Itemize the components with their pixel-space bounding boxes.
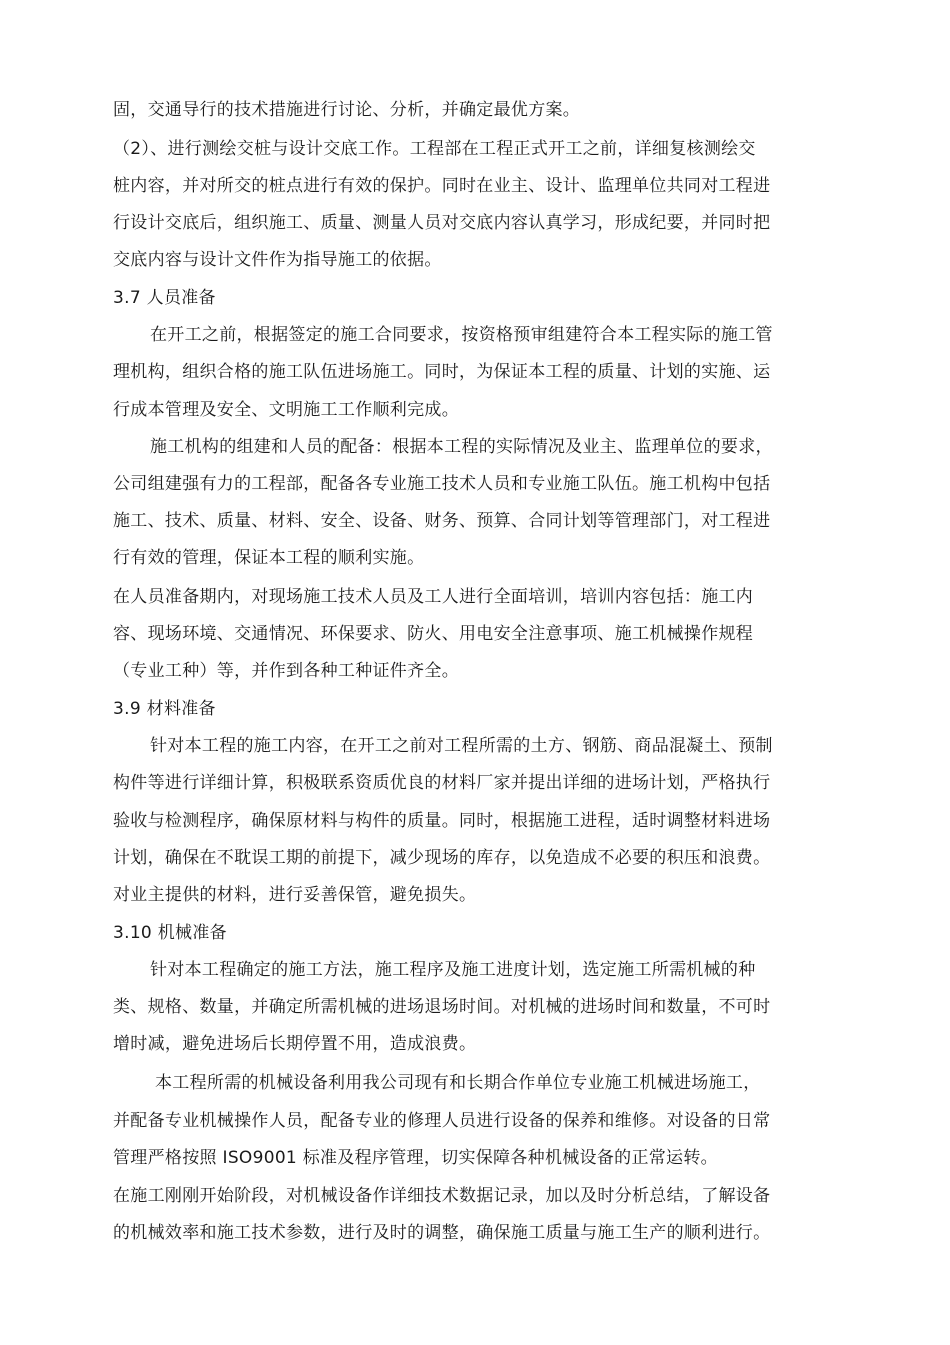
paragraph-line: 在施工刚刚开始阶段，对机械设备作详细技术数据记录，加以及时分析总结，了解设备 [113, 1186, 771, 1206]
paragraph-line: 在开工之前，根据签定的施工合同要求，按资格预审组建符合本工程实际的施工管 [150, 325, 773, 345]
paragraph-line: 交底内容与设计文件作为指导施工的依据。 [113, 250, 442, 270]
paragraph-line: 在人员准备期内，对现场施工技术人员及工人进行全面培训，培训内容包括：施工内 [113, 587, 754, 607]
paragraph-line: 行设计交底后，组织施工、质量、测量人员对交底内容认真学习，形成纪要，并同时把 [113, 213, 771, 233]
paragraph-line: 的机械效率和施工技术参数，进行及时的调整，确保施工质量与施工生产的顺利进行。 [113, 1223, 771, 1243]
paragraph-line: 桩内容，并对所交的桩点进行有效的保护。同时在业主、设计、监理单位共同对工程进 [113, 176, 771, 196]
paragraph-line: 固，交通导行的技术措施进行讨论、分析，并确定最优方案。 [113, 100, 581, 120]
paragraph-line: 增时减，避免进场后长期停置不用，造成浪费。 [113, 1034, 477, 1054]
paragraph-line: 并配备专业机械操作人员，配备专业的修理人员进行设备的保养和维修。对设备的日常 [113, 1111, 771, 1131]
paragraph-line: 针对本工程的施工内容，在开工之前对工程所需的土方、钢筋、商品混凝土、预制 [150, 736, 773, 756]
paragraph-line: 行有效的管理，保证本工程的顺利实施。 [113, 548, 425, 568]
paragraph-line: 构件等进行详细计算，积极联系资质优良的材料厂家并提出详细的进场计划，严格执行 [113, 773, 771, 793]
paragraph-line: 类、规格、数量，并确定所需机械的进场退场时间。对机械的进场时间和数量，不可时 [113, 997, 771, 1017]
paragraph-line: 对业主提供的材料，进行妥善保管，避免损失。 [113, 885, 477, 905]
paragraph-line: 管理严格按照 ISO9001 标准及程序管理，切实保障各种机械设备的正常运转。 [113, 1148, 718, 1168]
paragraph-line: 本工程所需的机械设备利用我公司现有和长期合作单位专业施工机械进场施工， [155, 1073, 761, 1093]
paragraph-line: 计划，确保在不耽误工期的前提下，减少现场的库存，以免造成不必要的积压和浪费。 [113, 848, 771, 868]
paragraph-line: （专业工种）等，并作到各种工种证件齐全。 [113, 661, 459, 681]
paragraph-line: 验收与检测程序，确保原材料与构件的质量。同时，根据施工进程，适时调整材料进场 [113, 811, 771, 831]
paragraph-line: 施工机构的组建和人员的配备：根据本工程的实际情况及业主、监理单位的要求， [150, 437, 773, 457]
section-heading: 3.9 材料准备 [113, 699, 216, 719]
section-heading: 3.7 人员准备 [113, 288, 216, 308]
paragraph-line: 容、现场环境、交通情况、环保要求、防火、用电安全注意事项、施工机械操作规程 [113, 624, 754, 644]
paragraph-line: 理机构，组织合格的施工队伍进场施工。同时，为保证本工程的质量、计划的实施、运 [113, 362, 771, 382]
paragraph-line: （2）、进行测绘交桩与设计交底工作。工程部在工程正式开工之前，详细复核测绘交 [113, 139, 756, 159]
paragraph-line: 行成本管理及安全、文明施工工作顺利完成。 [113, 400, 459, 420]
paragraph-line: 针对本工程确定的施工方法，施工程序及施工进度计划，选定施工所需机械的种 [150, 960, 756, 980]
section-heading: 3.10 机械准备 [113, 923, 227, 943]
paragraph-line: 施工、技术、质量、材料、安全、设备、财务、预算、合同计划等管理部门，对工程进 [113, 511, 771, 531]
paragraph-line: 公司组建强有力的工程部，配备各专业施工技术人员和专业施工队伍。施工机构中包括 [113, 474, 771, 494]
